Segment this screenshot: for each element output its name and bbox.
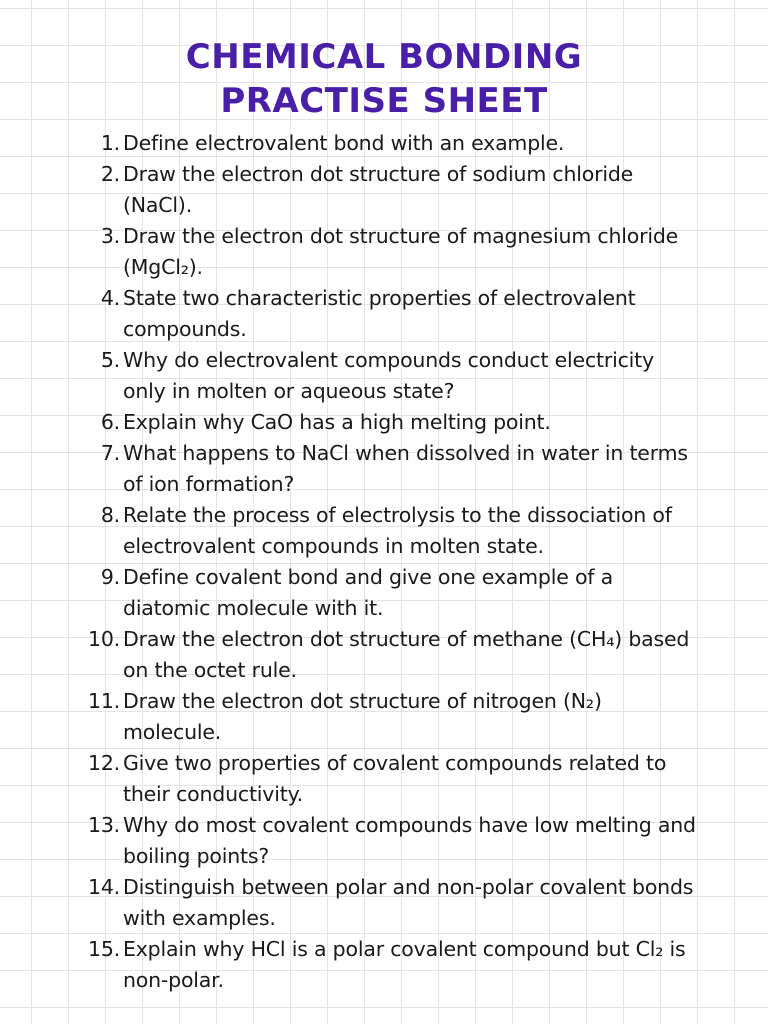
question-text: Distinguish between polar and non-polar covalent bonds with examples. — [123, 875, 694, 930]
question-number: 11. — [87, 689, 120, 713]
page-title-line-1: CHEMICAL BONDING — [185, 37, 583, 77]
question-text: Explain why CaO has a high melting point. — [123, 410, 551, 434]
question-item — [88, 407, 698, 438]
question-text: Give two properties of covalent compounds related to their conductivity. — [123, 751, 667, 806]
question-text: Relate the process of electrolysis to the dissociation of electrovalent compounds in molten state. — [123, 503, 672, 558]
question-text: Draw the electron dot structure of sodium chloride (NaCl). — [123, 162, 634, 217]
question-item — [88, 128, 698, 159]
question-number: 6. — [100, 410, 120, 434]
question-item — [88, 221, 698, 283]
question-list — [88, 128, 698, 996]
question-text: Define electrovalent bond with an example. — [123, 131, 565, 155]
question-number: 7. — [100, 441, 120, 465]
question-number: 13. — [87, 813, 120, 837]
question-item — [88, 872, 698, 934]
question-item — [88, 500, 698, 562]
question-number: 15. — [87, 937, 120, 961]
question-number: 1. — [100, 131, 120, 155]
question-text: Explain why HCl is a polar covalent compound but Cl₂ is non-polar. — [123, 937, 686, 992]
question-number: 14. — [87, 875, 120, 899]
question-item — [88, 562, 698, 624]
question-text: Define covalent bond and give one example of a diatomic molecule with it. — [123, 565, 613, 620]
question-number: 12. — [87, 751, 120, 775]
question-item — [88, 159, 698, 221]
question-number: 10. — [87, 627, 120, 651]
question-text: Why do most covalent compounds have low melting and boiling points? — [123, 813, 696, 868]
question-item — [88, 624, 698, 686]
question-text: Draw the electron dot structure of magnesium chloride (MgCl₂). — [123, 224, 679, 279]
question-item — [88, 283, 698, 345]
question-number: 8. — [100, 503, 120, 527]
question-number: 3. — [100, 224, 120, 248]
question-item — [88, 748, 698, 810]
page-title-line-2: PRACTISE SHEET — [220, 81, 548, 121]
question-item — [88, 438, 698, 500]
question-item — [88, 686, 698, 748]
question-text: Why do electrovalent compounds conduct electricity only in molten or aqueous state? — [123, 348, 654, 403]
question-text: Draw the electron dot structure of methane (CH₄) based on the octet rule. — [123, 627, 690, 682]
question-number: 2. — [100, 162, 120, 186]
question-text: What happens to NaCl when dissolved in water in terms of ion formation? — [123, 441, 688, 496]
question-item — [88, 345, 698, 407]
question-number: 9. — [100, 565, 120, 589]
question-number: 4. — [100, 286, 120, 310]
question-text: State two characteristic properties of electrovalent compounds. — [123, 286, 636, 341]
question-number: 5. — [100, 348, 120, 372]
question-item — [88, 810, 698, 872]
question-item — [88, 934, 698, 996]
question-text: Draw the electron dot structure of nitrogen (N₂) molecule. — [123, 689, 602, 744]
